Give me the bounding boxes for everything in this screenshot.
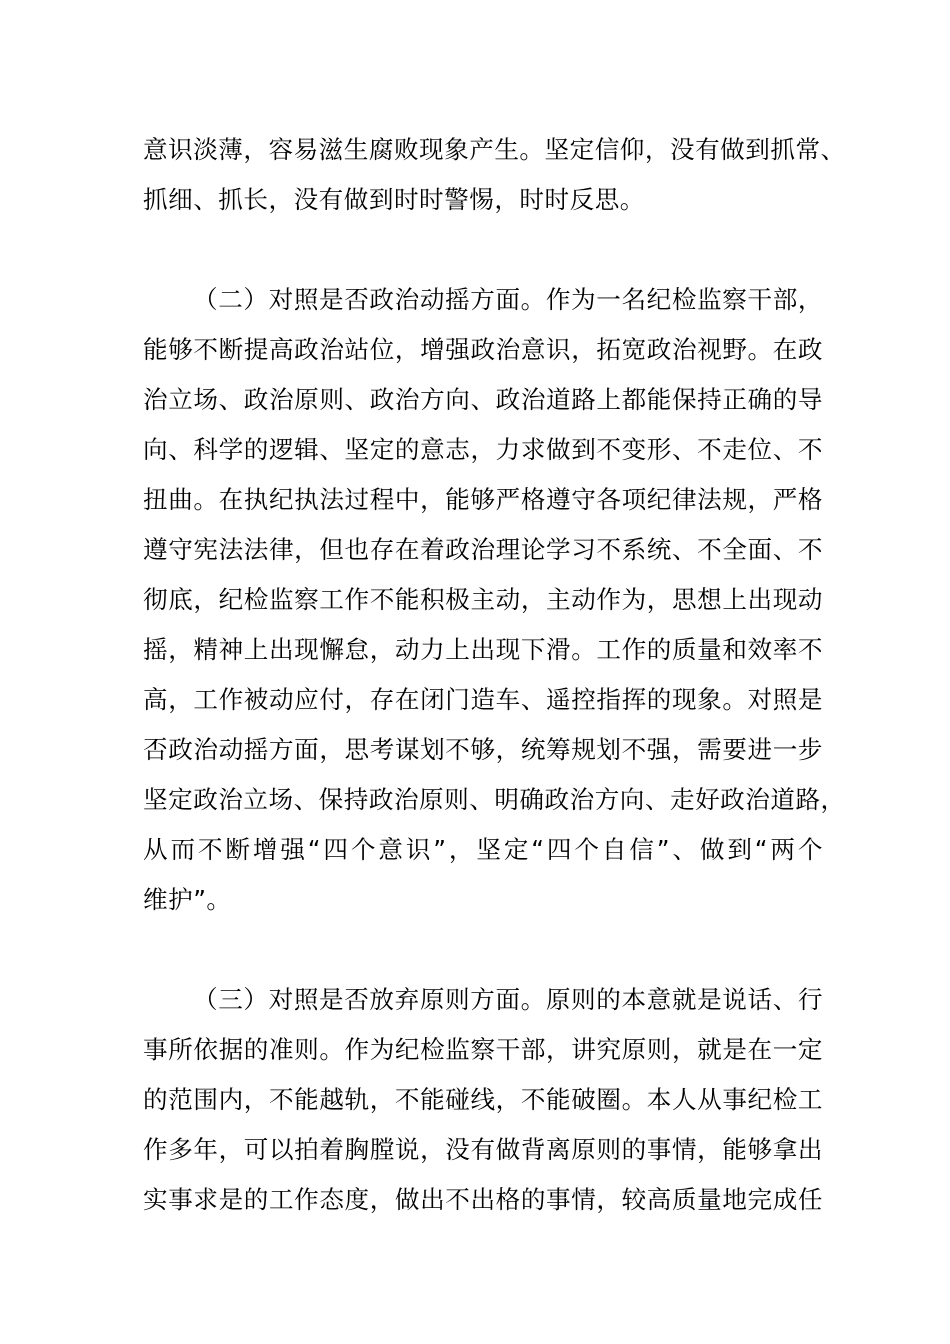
paragraph-1-line-2: 抓细、抓长，没有做到时时警惕，时时反思。 xyxy=(143,185,645,214)
paragraph-2-line-7: 彻底，纪检监察工作不能积极主动，主动作为，思想上出现动 xyxy=(143,585,823,614)
paragraph-2-line-8: 摇，精神上出现懈怠，动力上出现下滑。工作的质量和效率不 xyxy=(143,635,823,664)
paragraph-2-line-13: 维护”。 xyxy=(143,885,232,914)
paragraph-3-line-4: 作多年，可以拍着胸膛说，没有做背离原则的事情，能够拿出 xyxy=(143,1135,823,1164)
paragraph-2-line-2: 能够不断提高政治站位，增强政治意识，拓宽政治视野。在政 xyxy=(143,335,823,364)
paragraph-3-line-5: 实事求是的工作态度，做出不出格的事情，较高质量地完成任 xyxy=(143,1185,823,1214)
paragraph-2-line-11: 坚定政治立场、保持政治原则、明确政治方向、走好政治道路， xyxy=(143,785,846,814)
paragraph-3-line-2: 事所依据的准则。作为纪检监察干部，讲究原则，就是在一定 xyxy=(143,1035,823,1064)
paragraph-2-line-1: （二）对照是否政治动摇方面。作为一名纪检监察干部， xyxy=(193,285,823,314)
paragraph-2-line-4: 向、科学的逻辑、坚定的意志，力求做到不变形、不走位、不 xyxy=(143,435,823,464)
paragraph-1-line-1: 意识淡薄，容易滋生腐败现象产生。坚定信仰，没有做到抓常、 xyxy=(143,135,846,164)
paragraph-2-line-3: 治立场、政治原则、政治方向、政治道路上都能保持正确的导 xyxy=(143,385,823,414)
paragraph-2-line-10: 否政治动摇方面，思考谋划不够，统筹规划不强，需要进一步 xyxy=(143,735,823,764)
paragraph-2-line-5: 扭曲。在执纪执法过程中，能够严格遵守各项纪律法规，严格 xyxy=(143,485,823,514)
paragraph-3-line-3: 的范围内，不能越轨，不能碰线，不能破圈。本人从事纪检工 xyxy=(143,1085,823,1114)
paragraph-2-line-6: 遵守宪法法律，但也存在着政治理论学习不系统、不全面、不 xyxy=(143,535,823,564)
paragraph-3-line-1: （三）对照是否放弃原则方面。原则的本意就是说话、行 xyxy=(193,985,823,1014)
paragraph-2-line-9: 高，工作被动应付，存在闭门造车、遥控指挥的现象。对照是 xyxy=(143,685,823,714)
paragraph-2-line-12: 从而不断增强“四个意识”，坚定“四个自信”、做到“两个 xyxy=(143,835,823,864)
